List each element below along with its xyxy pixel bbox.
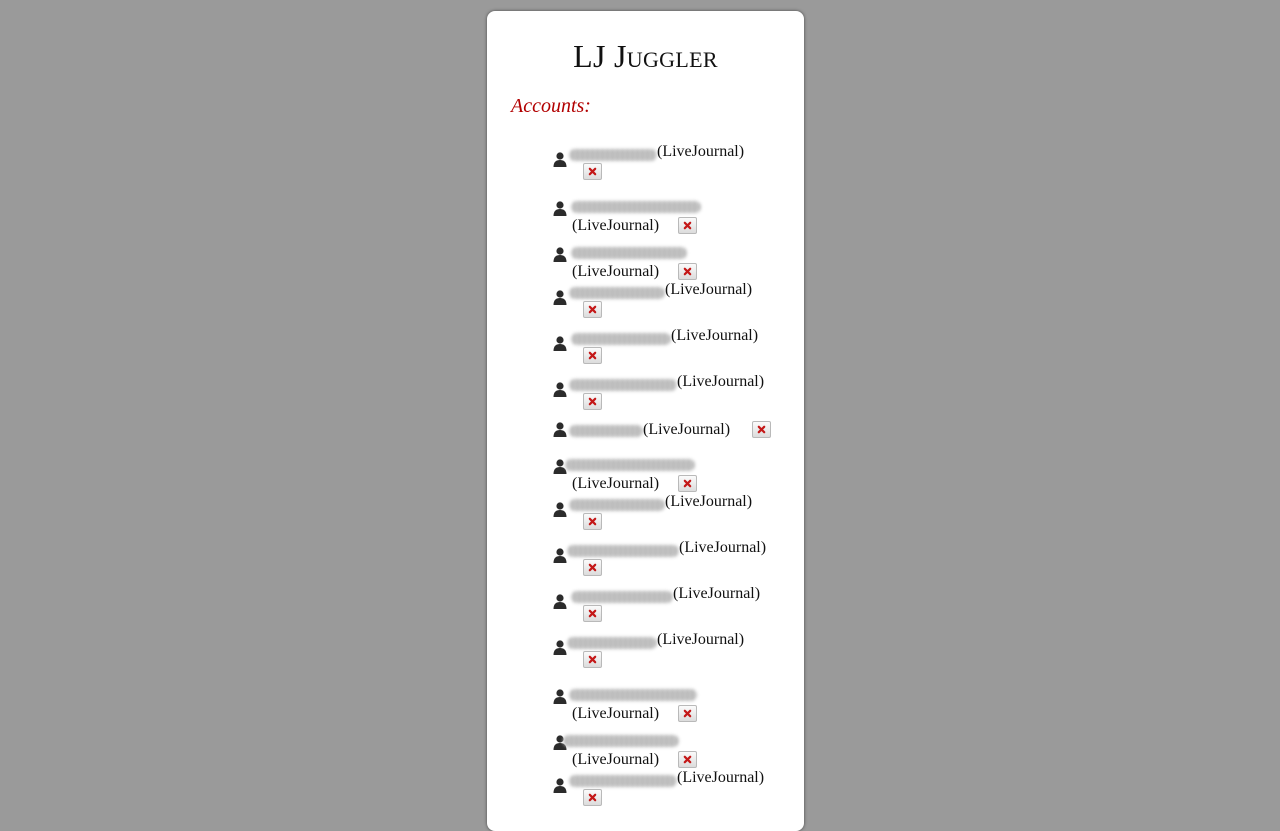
account-service-label: (LiveJournal) xyxy=(657,143,745,160)
account-service-label: (LiveJournal) xyxy=(572,475,660,492)
remove-account-button[interactable] xyxy=(583,301,602,318)
redacted-username xyxy=(563,735,679,747)
account-row xyxy=(487,493,804,533)
person-icon xyxy=(552,200,568,216)
remove-x-icon xyxy=(588,305,597,314)
person-icon xyxy=(552,421,568,437)
remove-account-button[interactable] xyxy=(583,393,602,410)
remove-x-icon xyxy=(588,793,597,802)
remove-x-icon xyxy=(588,655,597,664)
account-row xyxy=(487,281,804,321)
account-row xyxy=(487,723,804,768)
account-row xyxy=(487,447,804,492)
remove-account-button[interactable] xyxy=(678,217,697,234)
person-icon xyxy=(552,639,568,655)
remove-account-button[interactable] xyxy=(583,513,602,530)
redacted-username xyxy=(569,499,665,511)
redacted-username xyxy=(571,247,687,259)
account-row xyxy=(487,769,804,809)
account-service-label: (LiveJournal) xyxy=(671,327,759,344)
redacted-username xyxy=(571,591,673,603)
main-panel xyxy=(487,11,804,831)
account-service-label: (LiveJournal) xyxy=(572,263,660,280)
account-service-label: (LiveJournal) xyxy=(572,217,660,234)
remove-account-button[interactable] xyxy=(583,163,602,180)
redacted-username xyxy=(571,333,671,345)
person-icon xyxy=(552,381,568,397)
remove-x-icon xyxy=(683,267,692,276)
redacted-username xyxy=(569,379,677,391)
person-icon xyxy=(552,246,568,262)
remove-x-icon xyxy=(683,755,692,764)
redacted-username xyxy=(569,689,697,701)
remove-account-button[interactable] xyxy=(752,421,771,438)
accounts-heading: Accounts: xyxy=(511,95,591,117)
remove-account-button[interactable] xyxy=(583,347,602,364)
account-row xyxy=(487,677,804,722)
remove-account-button[interactable] xyxy=(678,705,697,722)
remove-account-button[interactable] xyxy=(678,475,697,492)
redacted-username xyxy=(569,287,665,299)
remove-account-button[interactable] xyxy=(583,559,602,576)
account-service-label: (LiveJournal) xyxy=(657,631,745,648)
account-service-label: (LiveJournal) xyxy=(673,585,761,602)
remove-x-icon xyxy=(588,563,597,572)
remove-account-button[interactable] xyxy=(678,263,697,280)
account-row xyxy=(487,631,804,671)
account-service-label: (LiveJournal) xyxy=(572,705,660,722)
person-icon xyxy=(552,688,568,704)
redacted-username xyxy=(569,425,643,437)
person-icon xyxy=(552,777,568,793)
remove-x-icon xyxy=(683,709,692,718)
account-service-label: (LiveJournal) xyxy=(679,539,767,556)
person-icon xyxy=(552,151,568,167)
remove-x-icon xyxy=(683,479,692,488)
account-service-label: (LiveJournal) xyxy=(572,751,660,768)
account-row xyxy=(487,235,804,280)
account-service-label: (LiveJournal) xyxy=(643,421,731,438)
remove-x-icon xyxy=(588,517,597,526)
account-row xyxy=(487,373,804,413)
account-row xyxy=(487,539,804,579)
remove-x-icon xyxy=(588,351,597,360)
remove-x-icon xyxy=(683,221,692,230)
remove-x-icon xyxy=(588,609,597,618)
account-row xyxy=(487,143,804,183)
remove-account-button[interactable] xyxy=(583,605,602,622)
person-icon xyxy=(552,547,568,563)
app-title: LJ Juggler xyxy=(573,38,718,74)
account-service-label: (LiveJournal) xyxy=(665,281,753,298)
account-row xyxy=(487,327,804,367)
remove-account-button[interactable] xyxy=(678,751,697,768)
redacted-username xyxy=(567,637,657,649)
person-icon xyxy=(552,593,568,609)
remove-x-icon xyxy=(588,167,597,176)
remove-account-button[interactable] xyxy=(583,651,602,668)
remove-account-button[interactable] xyxy=(583,789,602,806)
account-service-label: (LiveJournal) xyxy=(677,769,765,786)
person-icon xyxy=(552,501,568,517)
redacted-username xyxy=(567,545,679,557)
account-row xyxy=(487,585,804,625)
redacted-username xyxy=(569,775,677,787)
person-icon xyxy=(552,289,568,305)
redacted-username xyxy=(571,201,701,213)
redacted-username xyxy=(565,459,695,471)
remove-x-icon xyxy=(757,425,766,434)
account-service-label: (LiveJournal) xyxy=(677,373,765,390)
account-service-label: (LiveJournal) xyxy=(665,493,753,510)
account-row xyxy=(487,189,804,234)
person-icon xyxy=(552,335,568,351)
remove-x-icon xyxy=(588,397,597,406)
redacted-username xyxy=(569,149,657,161)
